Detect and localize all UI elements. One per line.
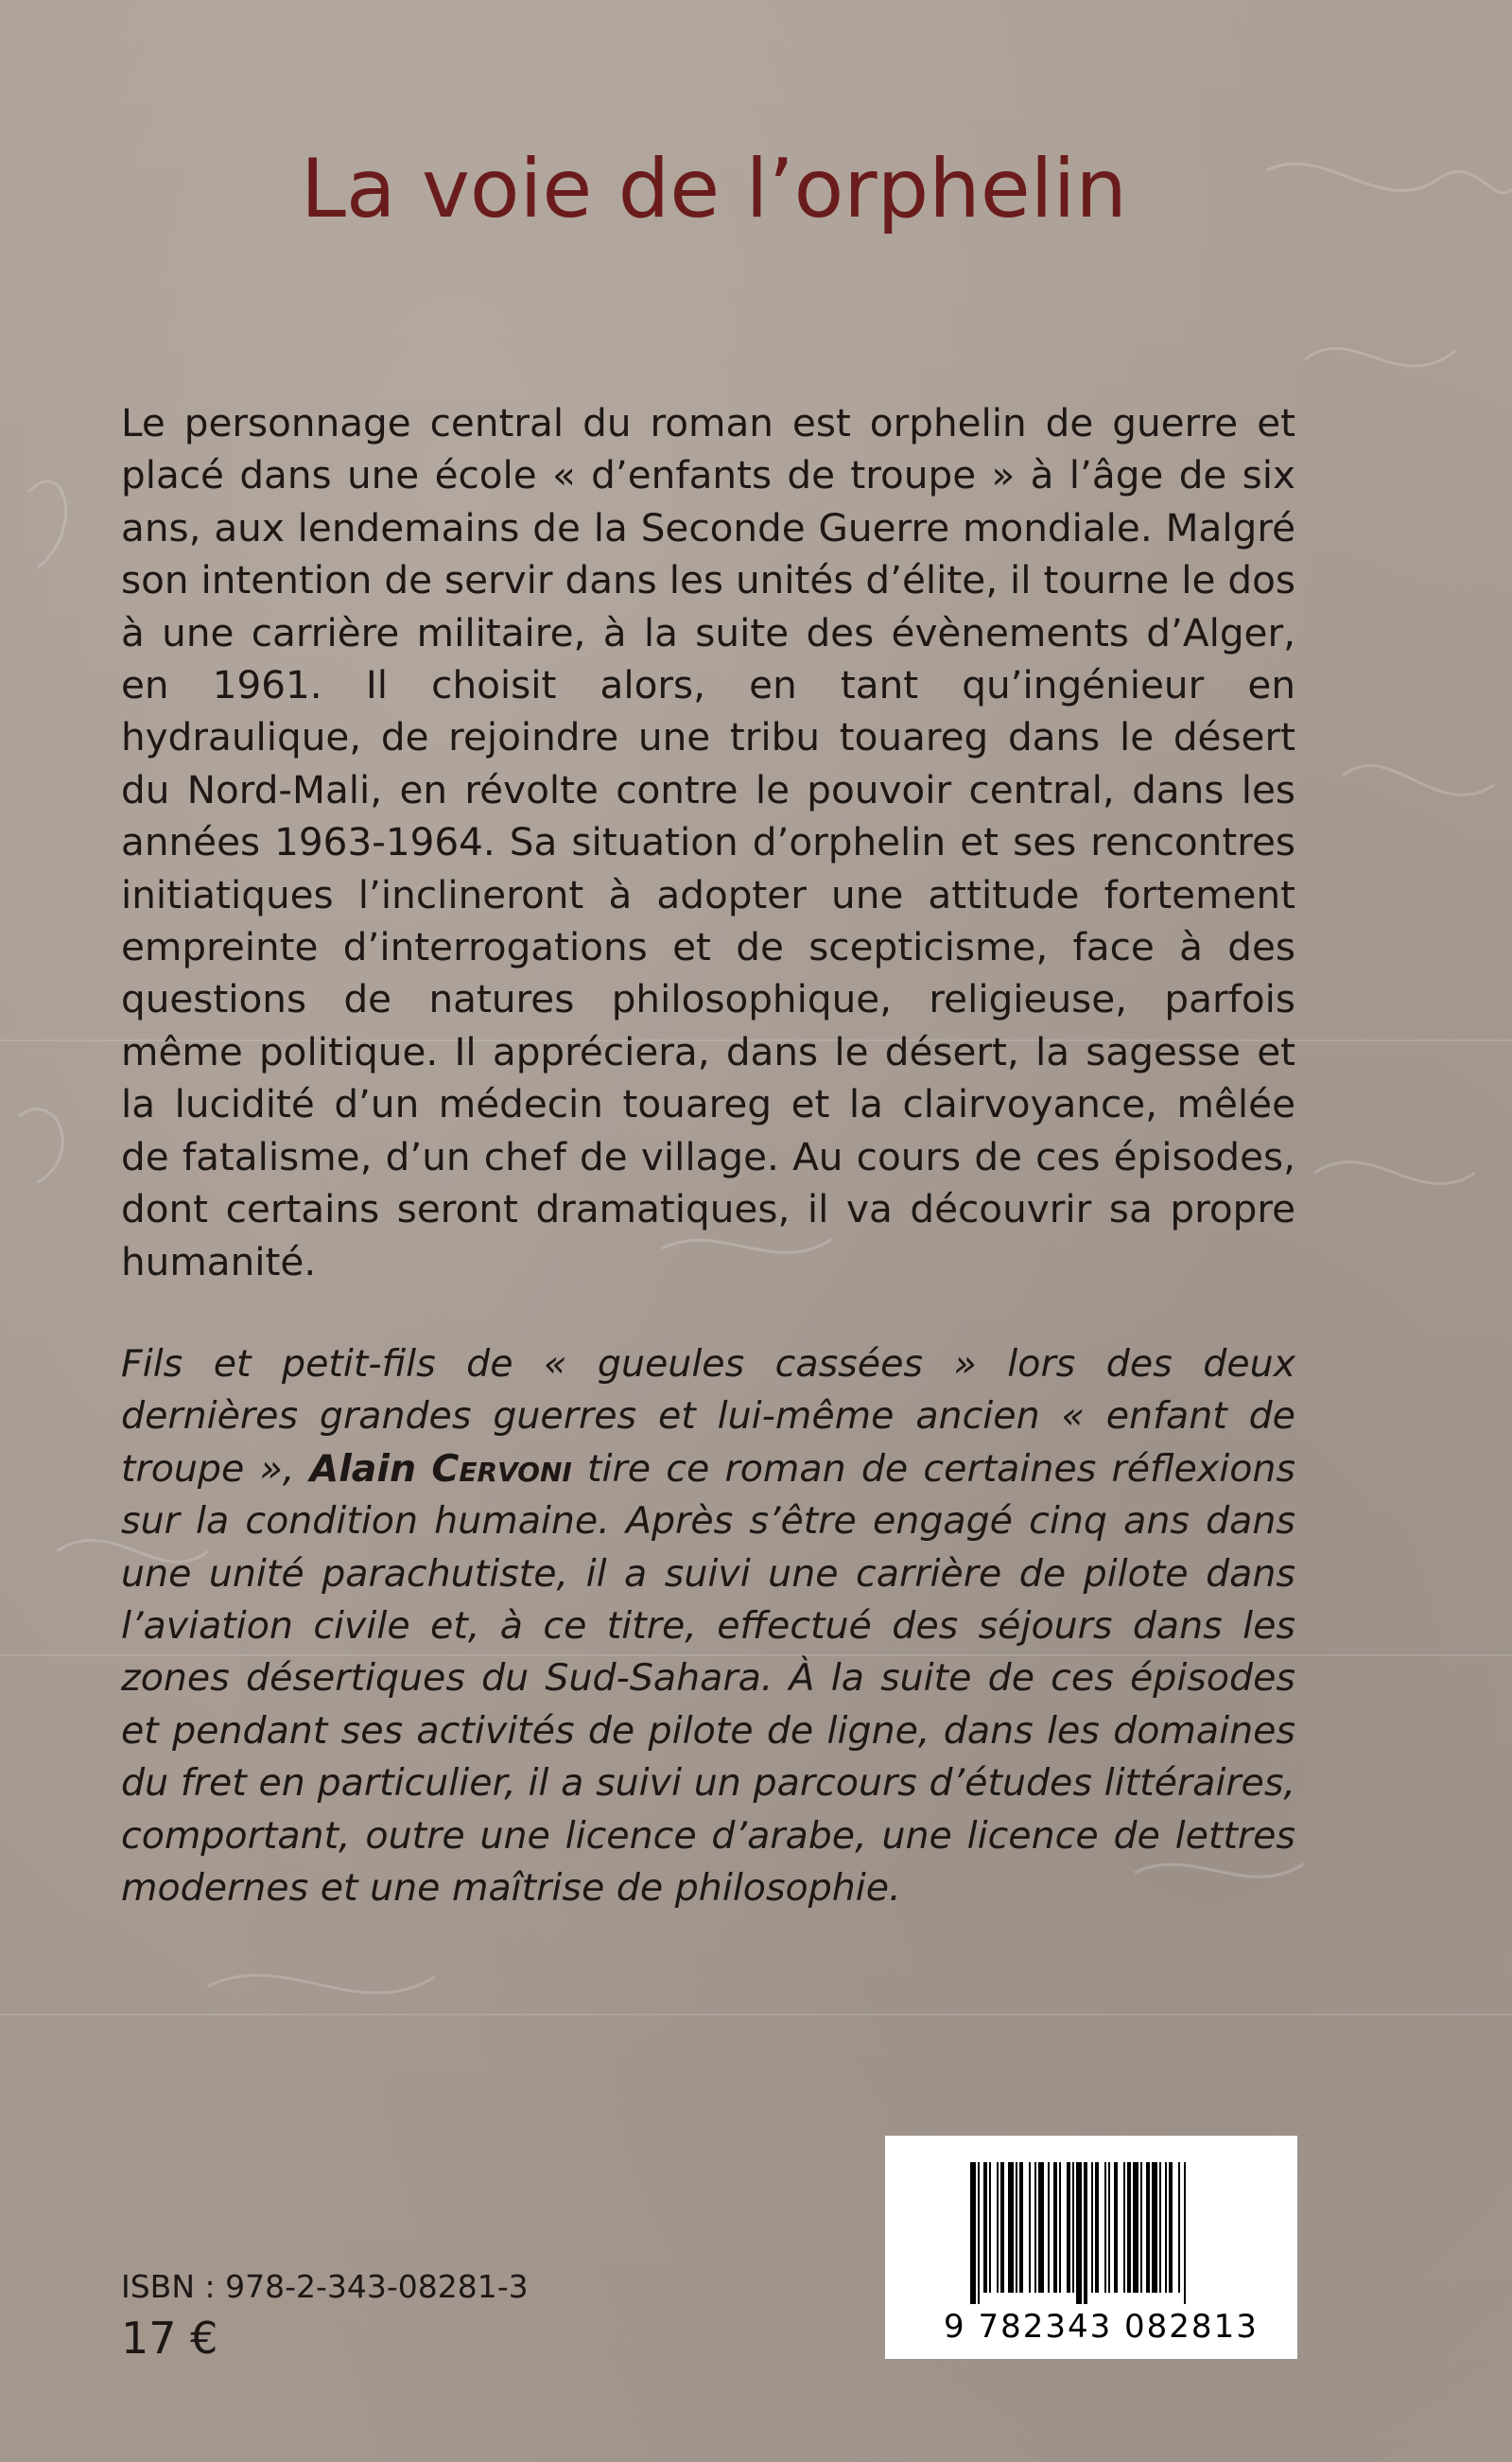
author-first-name: Alain xyxy=(309,1446,417,1491)
author-bio-intro: Fils et petit-fils de « gueules cassées » lors des deux dernières grandes guerres et lui-même ancien « enfant de troupe », xyxy=(121,1342,1295,1491)
barcode-number: 9 782343 082813 xyxy=(944,2308,1259,2346)
author-last-name: Cervoni xyxy=(431,1446,572,1491)
synopsis-paragraph: Le personnage central du roman est orphelin de guerre et placé dans une école « d’enfants de troupe » à l’âge de six ans, aux lendemains de la Seconde Guerre mondiale. Malgré son intention de servir dans les unités d’élite, il tourne le dos à une carrière militaire, à la suite des évènements d’Alger, en 1961. Il choisit alors, en tant qu’ingénieur en hydraulique, de rejoindre une tribu touareg dans le désert du Nord-Mali, en révolte contre le pouvoir central, dans les années 1963-1964. Sa situation d’orphelin et ses rencontres initiatiques l’inclineront à adopter une attitude fortement empreinte d’interrogations et de scepticisme, face à des questions de natures philosophique, religieuse, parfois même politique. Il appréciera, dans le désert, la sagesse et la lucidité d’un médecin touareg et la clairvoyance, mêlée de fatalisme, d’un chef de village. Au cours de ces épisodes, dont certains seront dramatiques, il va découvrir sa propre humanité. xyxy=(121,400,1295,1284)
author-bio-paragraph xyxy=(121,1338,1295,1914)
price-label: 17 € xyxy=(121,2313,218,2364)
barcode-icon xyxy=(970,2162,1244,2304)
book-title: La voie de l’orphelin xyxy=(301,142,1127,236)
isbn-label: ISBN : 978-2-343-08281-3 xyxy=(121,2268,529,2305)
barcode-panel xyxy=(885,2136,1297,2359)
author-bio-rest: tire ce roman de certaines réflexions sur la condition humaine. Après s’être engagé cinq ans dans une unité parachutiste, il a suivi une carrière de pilote dans l’aviation civile et, à ce titre, effectué des séjours dans les zones désertiques du Sud-Sahara. À la suite de ces épisodes et pendant ses activités de pilote de ligne, dans les domaines du fret en particulier, il a suivi un parcours d’études littéraires, comportant, outre une licence d’arabe, une licence de lettres modernes et une maîtrise de philosophie. xyxy=(121,1446,1295,1911)
